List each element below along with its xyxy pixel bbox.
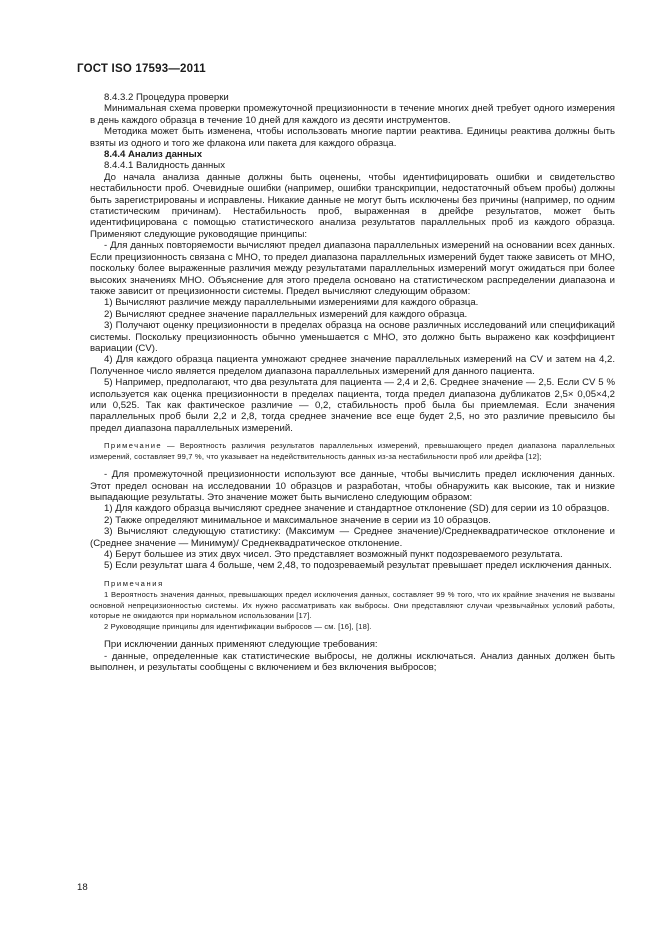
notes-title: Примечания	[104, 578, 164, 588]
paragraph: - Для промежуточной прецизионности используют все данные, чтобы вычислить предел исключения данных. Этот предел основан на исследовании 10 образцов и разработан, чтобы обнаружить как высокие, так и низкие выпадающие результаты. Это значение может быть вычислено следующим образом:	[90, 469, 615, 503]
list-item: 1) Для каждого образца вычисляют среднее значение и стандартное отклонение (SD) для серии из 10 образцов.	[104, 503, 610, 515]
note-text: — Вероятность различия результатов параллельных измерений, превышающего предел диапазона параллельных измерений, составляет 99,7 %, что указывает на недействительность данных из-за нестабильности проб или дрейфа [12];	[90, 441, 615, 461]
section-heading-8-4-4-1: 8.4.4.1 Валидность данных	[104, 160, 226, 172]
list-item: 2) Вычисляют среднее значение параллельных измерений для каждого образца.	[104, 308, 468, 320]
note-label: Примечание	[104, 441, 162, 451]
list-item: 3) Получают оценку прецизионности в пределах образца на основе различных исследований или спецификаций системы. Поскольку прецизионность обычно уменьшается с МНО, это должно быть выражено как коэффициент вариации (CV).	[90, 320, 615, 354]
list-item: - Для данных повторяемости вычисляют предел диапазона параллельных измерений на основании всех данных. Если прецизионность связана с МНО, то предел диапазона параллельных измерений будет также зависеть от МНО, поскольку более выраженные различия между результатами параллельных измерений могут ожидаться при более высоких значениях МНО. Объяснение для этого предела основано на статистическом распределении диапазона и также зависит от прецизионности системы. Предел вычисляют следующим образом:	[90, 240, 615, 297]
document-header: ГОСТ ISO 17593—2011	[77, 63, 206, 75]
list-item: - данные, определенные как статистические выбросы, не должны исключаться. Анализ данных должен быть выполнен, и результаты сообщены с включением и без включения выбросов;	[90, 650, 615, 674]
document-body	[90, 92, 615, 673]
list-item: 5) Например, предполагают, что два результата для пациента — 2,4 и 2,6. Среднее значение — 2,5. Если CV 5 % используется как оценка прецизионности в пределах пациента, тогда предел диапазона дубликатов 2,5× 0,05×4,2 или 0,525. Так как фактическое различие — 0,2, стабильность проб была бы приемлемая. Если значения параллельных проб были 2,2 и 2,8, тогда среднее значение все еще будет 2,5, но это различие превысило бы предел диапазона параллельных измерений.	[90, 377, 615, 434]
note-item: 2 Руководящие принципы для идентификации выбросов — см. [16], [18].	[104, 621, 372, 631]
paragraph: При исключении данных применяют следующие требования:	[104, 639, 378, 651]
page-number: 18	[77, 882, 88, 893]
list-item: 5) Если результат шага 4 больше, чем 2,48, то подозреваемый результат превышает предел исключения данных.	[104, 560, 612, 572]
paragraph: Минимальная схема проверки промежуточной прецизионности в течение многих дней требует одного измерения в день каждого образца в течение 10 дней для каждого из десяти инструментов.	[90, 103, 615, 126]
section-heading-8-4-4: 8.4.4 Анализ данных	[104, 149, 203, 161]
list-item: 4) Для каждого образца пациента умножают среднее значение параллельных измерений на CV и затем на 4,2. Полученное число является пределом диапазона параллельных измерений для данного пациента.	[90, 354, 615, 377]
note-item: 1 Вероятность значения данных, превышающих предел исключения данных, составляет 99 % того, что их крайние значения не вызваны основной непрецизионностью системы. Их нужно рассматривать как выбросы. Они представляют случаи чрезвычайных условий работы, которые не ожидаются при нормальном использовании [17].	[90, 590, 615, 621]
list-item: 4) Берут большее из этих двух чисел. Это представляет возможный пункт подозреваемого результата.	[104, 549, 563, 561]
list-item: 2) Также определяют минимальное и максимальное значение в серии из 10 образцов.	[104, 514, 491, 526]
note	[90, 441, 615, 462]
list-item: 1) Вычисляют различие между параллельными измерениями для каждого образца.	[104, 297, 479, 309]
list-item: 3) Вычисляют следующую статистику: (Максимум — Среднее значение)/Среднеквадратическое отклонение и (Среднее значение — Минимум)/ Среднеквадратическое отклонение.	[90, 526, 615, 549]
section-heading-8-4-3-2: 8.4.3.2 Процедура проверки	[104, 92, 229, 103]
paragraph: До начала анализа данные должны быть оценены, чтобы идентифицировать ошибки и свидетельство нестабильности проб. Очевидные ошибки (например, ошибки транскрипции, недостаточный объем пробы) должны быть зарегистрированы и исправлены. Никакие данные не могут быть исключены без причины (например, по одним статистическим причинам). Нестабильность проб, выраженная в дрейфе результатов, может быть идентифицирована с помощью статистического анализа результатов параллельных проб из каждого образца. Применяют следующие руководящие принципы:	[90, 171, 615, 240]
paragraph: Методика может быть изменена, чтобы использовать многие партии реактива. Единицы реактива должны быть взяты из одного и того же флакона или пакета для каждого образца.	[90, 126, 615, 149]
